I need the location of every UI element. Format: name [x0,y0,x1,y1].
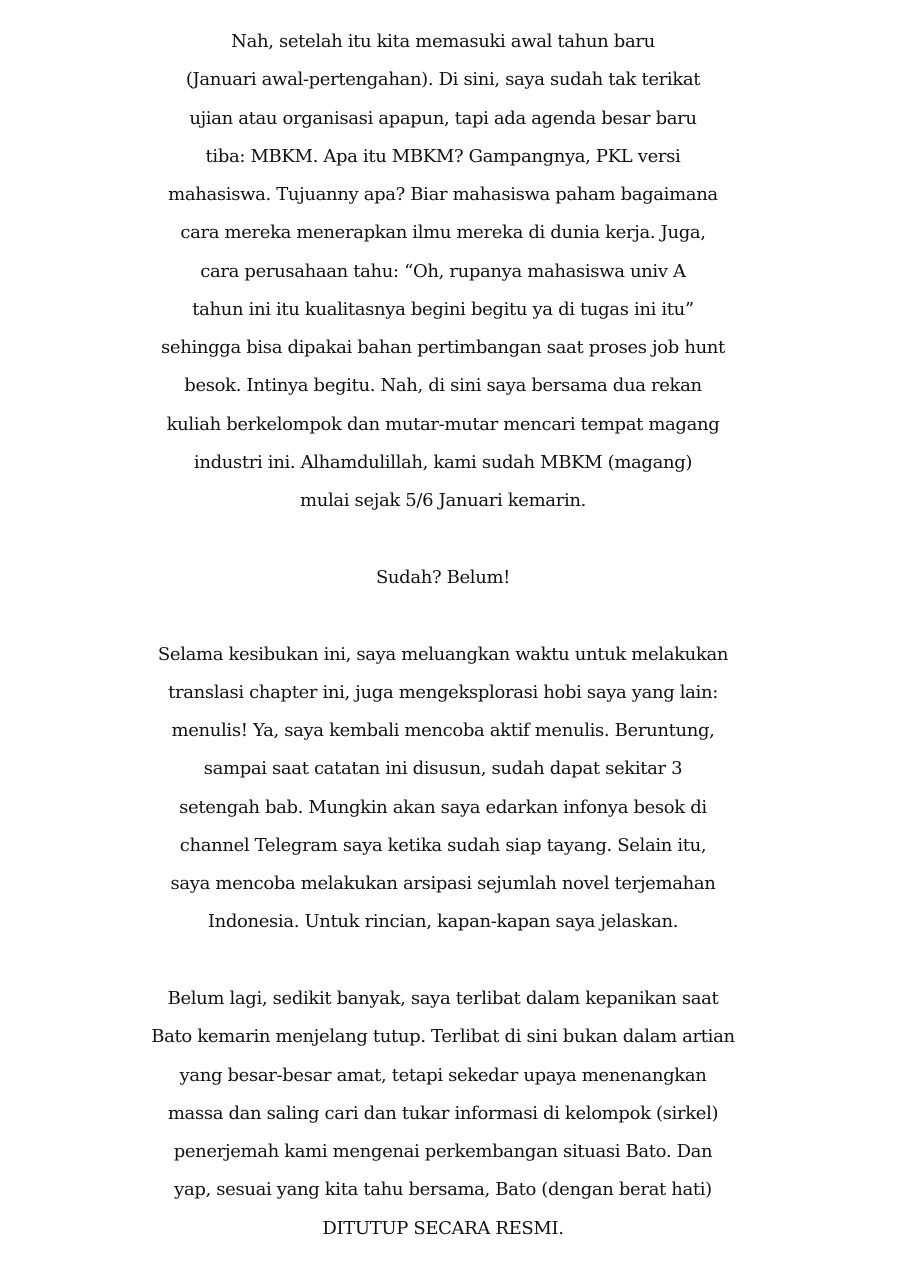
paragraph-1-line: tiba: MBKM. Apa itu MBKM? Gampangnya, PKL versi [205,146,681,167]
paragraph-3-line: menulis! Ya, saya kembali mencoba aktif menulis. Beruntung, [171,720,715,741]
paragraph-3-line: Indonesia. Untuk rincian, kapan-kapan saya jelaskan. [207,911,679,932]
paragraph-1-line: mahasiswa. Tujuanny apa? Biar mahasiswa paham bagaimana [168,184,718,205]
paragraph-3-line: setengah bab. Mungkin akan saya edarkan infonya besok di [179,797,707,818]
paragraph-3-line: Selama kesibukan ini, saya meluangkan waktu untuk melakukan [157,644,729,665]
paragraph-4-line: penerjemah kami mengenai perkembangan situasi Bato. Dan [173,1141,713,1162]
paragraph-3-line: channel Telegram saya ketika sudah siap tayang. Selain itu, [179,835,707,856]
paragraph-3-line: saya mencoba melakukan arsipasi sejumlah novel terjemahan [170,873,716,894]
paragraph-3-line: translasi chapter ini, juga mengeksplorasi hobi saya yang lain: [168,682,718,703]
paragraph-1-line: Nah, setelah itu kita memasuki awal tahun baru [231,31,655,52]
paragraph-4-line: Belum lagi, sedikit banyak, saya terlibat dalam kepanikan saat [167,988,719,1009]
paragraph-4-line: DITUTUP SECARA RESMI. [322,1218,564,1239]
paragraph-4-line: yap, sesuai yang kita tahu bersama, Bato (dengan berat hati) [174,1179,712,1200]
paragraph-4-line: massa dan saling cari dan tukar informasi di kelompok (sirkel) [167,1103,719,1124]
paragraph-4-line: Bato kemarin menjelang tutup. Terlibat di sini bukan dalam artian [151,1026,735,1047]
paragraph-1-line: cara perusahaan tahu: “Oh, rupanya mahasiswa univ A [200,261,686,282]
paragraph-1-line: mulai sejak 5/6 Januari kemarin. [300,490,586,511]
paragraph-1-line: industri ini. Alhamdulillah, kami sudah MBKM (magang) [193,452,693,473]
paragraph-1-line: (Januari awal-pertengahan). Di sini, saya sudah tak terikat [185,69,701,90]
paragraph-2-line: Sudah? Belum! [375,567,511,588]
paragraph-1-line: tahun ini itu kualitasnya begini begitu ya di tugas ini itu” [192,299,694,320]
paragraph-1-line: ujian atau organisasi apapun, tapi ada agenda besar baru [189,108,697,129]
paragraph-1-line: cara mereka menerapkan ilmu mereka di dunia kerja. Juga, [180,222,706,243]
paragraph-1-line: besok. Intinya begitu. Nah, di sini saya bersama dua rekan [184,375,702,396]
paragraph-4-line: yang besar-besar amat, tetapi sekedar upaya menenangkan [179,1065,707,1086]
paragraph-3-line: sampai saat catatan ini disusun, sudah dapat sekitar 3 [203,758,683,779]
paragraph-1-line: sehingga bisa dipakai bahan pertimbangan saat proses job hunt [161,337,725,358]
paragraph-1-line: kuliah berkelompok dan mutar-mutar mencari tempat magang [166,414,720,435]
